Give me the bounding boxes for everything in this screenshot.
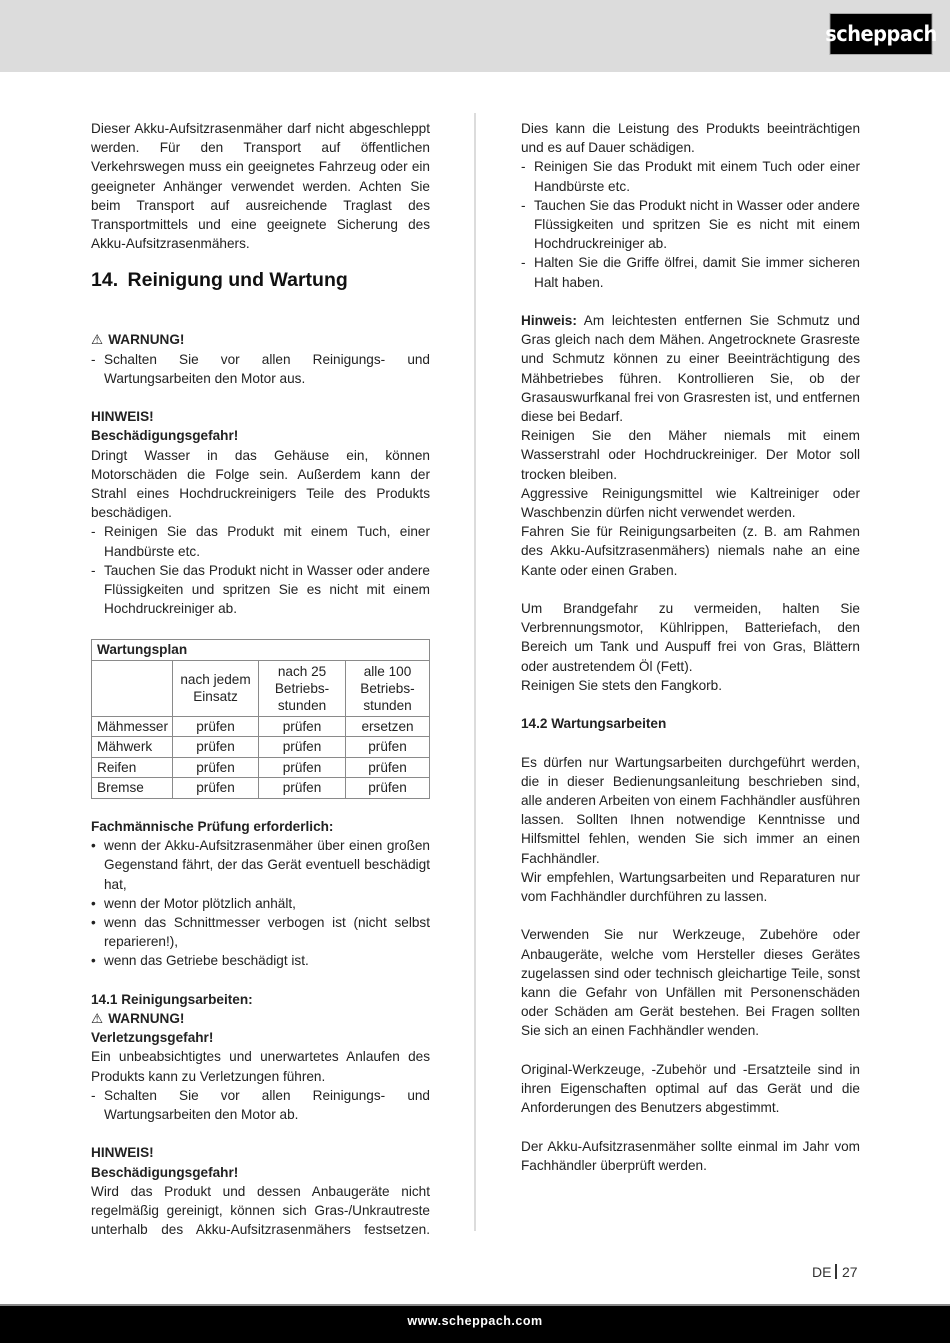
hint-paragraph (521, 311, 860, 426)
table-cell: prüfen (259, 716, 346, 737)
warning-heading (91, 330, 430, 349)
section-number: 14. (91, 269, 119, 292)
table-cell: prüfen (173, 737, 259, 758)
warning-heading (91, 1009, 430, 1028)
original-parts-paragraph: Original-Werkzeuge, -Zubehör und -Ersatzteile sind in ihren Eigenschaften optimal auf das Gerät und die Anforderungen des Benutzers abgestimmt. (521, 1061, 860, 1116)
table-row (92, 778, 430, 799)
warning-triangle-icon: ⚠ (91, 1010, 104, 1026)
warning-triangle-icon: ⚠ (91, 332, 104, 348)
yearly-check-paragraph: Der Akku-Aufsitzrasenmäher sollte einmal im Jahr vom Fachhändler überprüft werden. (521, 1138, 860, 1173)
warning-label: WARNUNG! (108, 332, 185, 348)
maintenance-paragraph: Es dürfen nur Wartungsarbeiten durchgeführt werden, die in dieser Bedienungsanleitung beschrieben sind, alle anderen Arbeiten von einem Fachhändler ausführen lassen. Sollten Ihnen notwendige Kenntnisse und Hilfsmittel fehlen, wenden Sie sich immer an einen Fachhändler. (521, 754, 860, 866)
table-cell: prüfen (346, 737, 430, 758)
recommendation-paragraph: Wir empfehlen, Wartungsarbeiten und Reparaturen nur vom Fachhändler durchführen zu lassen. (521, 869, 860, 905)
list-item: - Reinigen Sie das Produkt mit einem Tuch, einer Handbürste etc. (91, 522, 430, 560)
section-title: Reinigung und Wartung (127, 269, 348, 292)
no-water-paragraph: Reinigen Sie den Mäher niemals mit einem Wasserstrahl oder Hochdruckreiniger. Der Motor soll trocken bleiben. (521, 428, 860, 482)
scheppach-logo: scheppach (829, 13, 932, 55)
list-item: - Schalten Sie vor allen Reinigungs- und Wartungsarbeiten den Motor ab. (91, 1086, 430, 1124)
fire-hazard-paragraph: Um Brandgefahr zu vermeiden, halten Sie Verbrennungsmotor, Kühlrippen, Batteriefach, den Bereich um Tank und Auspuff frei von Gras, Blättern oder austretendem Öl (Fett). (521, 601, 860, 674)
notice-subtitle: Beschädigungsgefahr! (91, 1164, 239, 1180)
warning-text: Ein unbeabsichtigtes und unerwartetes Anlaufen des Produkts kann zu Verletzungen führen. (91, 1049, 430, 1084)
notice-subtitle: Beschädigungsgefahr! (91, 428, 239, 444)
warning-subtitle: Verletzungsgefahr! (91, 1030, 214, 1046)
header-bar (0, 0, 950, 72)
table-cell: ersetzen (346, 716, 430, 737)
table-cell: prüfen (173, 757, 259, 778)
table-header-cell (92, 660, 173, 716)
continued-text: Dies kann die Leistung des Produkts beeinträchtigen und es auf Dauer schädigen. (521, 121, 860, 156)
table-header-cell: nach jedem Einsatz (173, 660, 259, 716)
subsection-heading-maintenance: 14.2 Wartungsarbeiten (521, 716, 667, 732)
list-item: - Halten Sie die Griffe ölfrei, damit Sie immer sicheren Halt haben. (521, 253, 860, 291)
table-row (92, 757, 430, 778)
table-row (92, 737, 430, 758)
list-item: - Schalten Sie vor allen Reinigungs- und Wartungsarbeiten den Motor aus. (91, 350, 430, 388)
hint-label: Hinweis: (521, 313, 577, 329)
table-cell: prüfen (259, 757, 346, 778)
cleaning-list (521, 157, 860, 291)
right-column (521, 119, 860, 1175)
table-cell: prüfen (173, 778, 259, 799)
table-cell: prüfen (346, 778, 430, 799)
list-item: - Tauchen Sie das Produkt nicht in Wasser oder andere Flüssigkeiten und spritzen Sie es nicht mit einem Hochdruckreiniger ab. (521, 196, 860, 254)
list-item: - Tauchen Sie das Produkt nicht in Wasser oder andere Flüssigkeiten und spritzen Sie es nicht mit einem Hochdruckreiniger ab. (91, 561, 430, 619)
table-header-cell: alle 100 Betriebs-stunden (346, 660, 430, 716)
maintenance-plan-table (91, 639, 430, 799)
language-code: DE (812, 1264, 832, 1280)
notice-text: Wird das Produkt und dessen Anbaugeräte nicht regelmäßig gereinigt, können sich Gras-/Unkrautreste unterhalb des Akku-Aufsitzrasenmähers festsetzen. (91, 1183, 430, 1238)
warning-label: WARNUNG! (108, 1010, 185, 1026)
transport-paragraph: Dieser Akku-Aufsitzrasenmäher darf nicht abgeschleppt werden. Für den Transport auf öffentlichen Verkehrswegen muss ein geeignetes Fahrzeug oder ein geeigneter Anhänger verwendet werden. Achten Sie beim Transport auf ausreichende Traglast des Transportmittels und eine geeignete Sicherung des Akku-Aufsitzrasenmähers. (91, 121, 430, 252)
list-item: - Reinigen Sie das Produkt mit einem Tuch oder einer Handbürste etc. (521, 157, 860, 195)
hint-text: Am leichtesten entfernen Sie Schmutz und Gras gleich nach dem Mähen. Angetrocknete Grasreste und Schmutz können zu einer Beeinträchtigung des Mähbetriebes führen. Kontrollieren Sie, ob der Grasauswurfkanal frei von Grasresten ist, und entfernen diese bei Bedarf. (521, 313, 860, 425)
separator (835, 1264, 837, 1279)
table-cell: Reifen (92, 757, 173, 778)
notice-list (91, 522, 430, 618)
subsection-heading-cleaning: 14.1 Reinigungsarbeiten: (91, 991, 253, 1007)
section-heading (91, 267, 430, 293)
expert-check-heading: Fachmännische Prüfung erforderlich: (91, 818, 334, 834)
page-number-indicator (812, 1264, 858, 1280)
table-header-cell: nach 25 Betriebs-stunden (259, 660, 346, 716)
notice-label: HINWEIS! (91, 409, 154, 425)
notice-label: HINWEIS! (91, 1145, 154, 1161)
left-column (91, 119, 430, 1239)
table-cell: Bremse (92, 778, 173, 799)
expert-check-list (91, 836, 430, 970)
warning-list (91, 350, 430, 388)
website-link[interactable]: www.scheppach.com (407, 1314, 543, 1328)
warning-list (91, 1086, 430, 1124)
list-item: • wenn der Akku-Aufsitzrasenmäher über einen großen Gegenstand fährt, der das Gerät eventuell beschädigt hat, (91, 836, 430, 894)
table-cell: Mähmesser (92, 716, 173, 737)
list-item: • wenn das Schnittmesser verbogen ist (nicht selbst reparieren!), (91, 913, 430, 951)
table-title: Wartungsplan (92, 640, 430, 661)
table-cell: prüfen (173, 716, 259, 737)
table-row (92, 716, 430, 737)
table-cell: Mähwerk (92, 737, 173, 758)
grass-catcher-paragraph: Reinigen Sie stets den Fangkorb. (521, 677, 723, 693)
list-item: • wenn das Getriebe beschädigt ist. (91, 951, 430, 970)
list-item: • wenn der Motor plötzlich anhält, (91, 894, 430, 913)
drive-caution-paragraph: Fahren Sie für Reinigungsarbeiten (z. B. am Rahmen des Akku-Aufsitzrasenmähers) niemals nahe an eine Kante oder einen Graben. (521, 524, 860, 578)
page-number: 27 (841, 1264, 858, 1280)
notice-text: Dringt Wasser in das Gehäuse ein, können Motorschäden die Folge sein. Außerdem kann der Strahl eines Hochdruckreinigers Teile des Produkts beschädigen. (91, 447, 430, 521)
tools-paragraph: Verwenden Sie nur Werkzeuge, Zubehöre oder Anbaugeräte, welche vom Hersteller dieses Gerätes zugelassen sind oder technisch gleichartige Teile, sonst kann die Gefahr von Unfällen mit Personenschäden oder Schäden am Gerät bestehen. Bei Fragen sollten Sie sich an einen Fachhändler wenden. (521, 927, 860, 1039)
column-divider (474, 113, 476, 1231)
aggressive-agents-paragraph: Aggressive Reinigungsmittel wie Kaltreiniger oder Waschbenzin dürfen nicht verwendet werden. (521, 485, 860, 521)
table-cell: prüfen (346, 757, 430, 778)
table-cell: prüfen (259, 737, 346, 758)
table-cell: prüfen (259, 778, 346, 799)
